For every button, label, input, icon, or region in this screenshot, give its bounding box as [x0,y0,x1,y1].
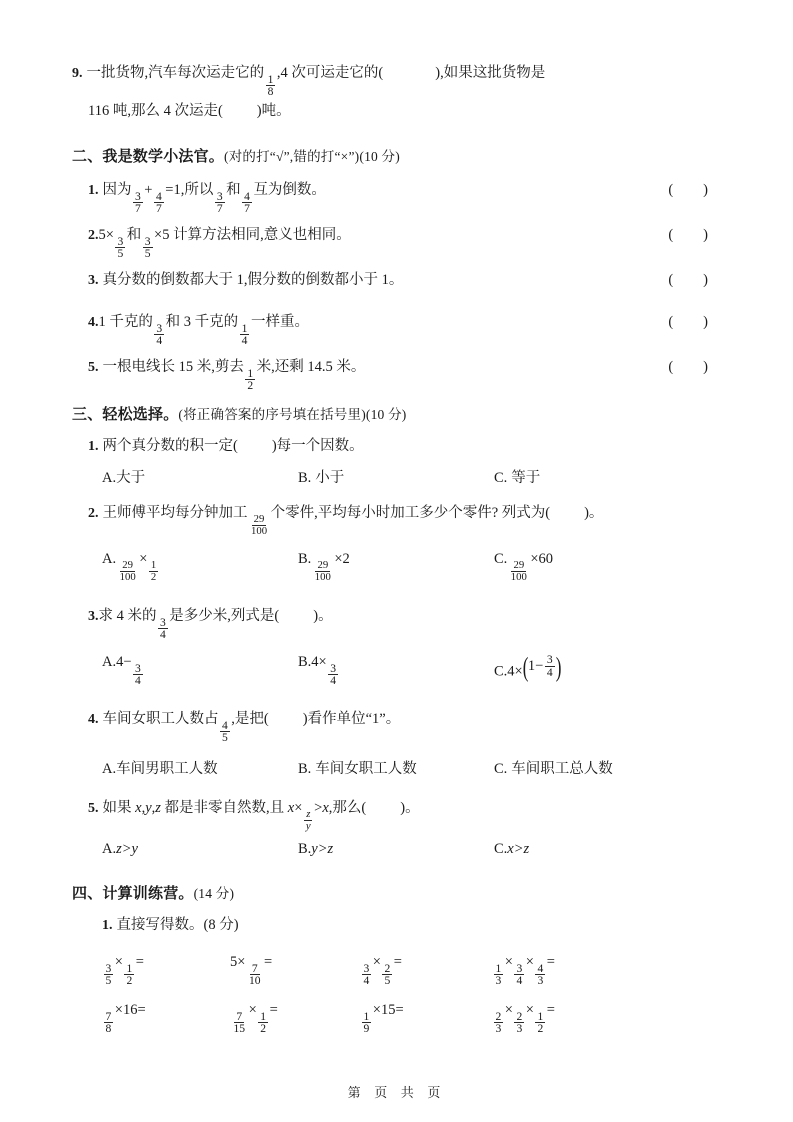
choice-3-stem-fraction: $\frac{3}{4}$ [160,615,166,642]
section-judge-heading [72,150,722,183]
judge-item-3-text: 真分数的倒数都大于 1,假分数的倒数都小于 1。 [102,272,404,288]
choice-item-4-options [102,757,722,801]
choice-4-option-b[interactable]: B. 车间女职工人数 [298,761,417,777]
section-judge-title: 二、我是数学小法官。 [72,149,225,165]
section-judge-note: (对的打“√”,错的打“×”)(10 分) [224,149,400,164]
calc-expr-1-2[interactable]: 5× $\frac{7}{10}$ = [230,954,273,988]
choice-1-option-c[interactable]: C. 等于 [494,470,541,486]
calc-1-4-f2: $\frac{3}{4}$ [516,961,523,988]
judge-item-1-number: 1. [88,183,99,198]
question-9-line2-text-b: )吨。 [256,103,291,119]
choice-4-stem-fraction: $\frac{4}{5}$ [222,718,228,745]
calc-2-4-f2: $\frac{2}{3}$ [516,1009,523,1036]
judge-1-frac-4: $\frac{4}{7}$ [244,189,250,216]
question-9-text-b: ,4 次可运走它的( [276,65,384,81]
choice-2b-frac: $\frac{29}{100}$ [314,558,331,583]
calc-sub1-heading [102,918,722,954]
choice-item-5-number: 5. [88,801,99,816]
calc-sub1-number: 1. [102,918,113,933]
judge-5-frac-1: $\frac{1}{2}$ [247,366,254,393]
judge-4-frac-2: $\frac{1}{4}$ [241,321,248,348]
choice-4-stem-a: 车间女职工人数占 [102,711,219,727]
judge-item-1: 1. 因为 $\frac{3}{7}$ + $\frac{4}{7}$ =1,所以 $\frac{3}{7}$ 和 $\frac{4}{7}$ 互为倒数。 ( ) [88,182,708,216]
choice-3b-frac: $\frac{3}{4}$ [330,661,337,688]
choice-3-option-a[interactable]: A.4− $\frac{3}{4}$ [102,654,141,688]
calc-2-2-f1: $\frac{7}{15}$ [233,1009,246,1036]
section-calc-heading [72,887,722,918]
question-9-line2-text-a: 116 吨,那么 4 次运走( [88,103,223,119]
choice-item-1-options [102,466,722,506]
calc-expr-1-1[interactable]: $\frac{3}{5}$ × $\frac{1}{2}$ = [105,954,144,988]
choice-2c-frac: $\frac{29}{100}$ [510,558,527,583]
choice-2-stem-b: 个零件,平均每小时加工多少个零件? 列式为( [270,505,551,521]
judge-1-frac-2: $\frac{4}{7}$ [155,189,162,216]
choice-1-option-a[interactable]: A.大于 [102,470,146,486]
choice-3a-frac: $\frac{3}{4}$ [135,661,141,688]
calc-1-4-f1: $\frac{1}{3}$ [495,961,502,988]
calc-1-3-f1: $\frac{3}{4}$ [363,961,370,988]
choice-2-stem-fraction: $\frac{29}{100}$ [251,512,268,537]
judge-4-frac-1: $\frac{3}{4}$ [156,321,163,348]
choice-3-stem-a: 求 4 米的 [98,608,157,624]
question-9-line-1 [72,66,722,104]
judge-1-frac-3: $\frac{3}{7}$ [216,189,223,216]
choice-item-1-number: 1. [88,439,99,454]
judge-item-2-answer-box[interactable]: ( ) [668,227,708,243]
choice-5-option-b[interactable]: B.y>z [298,841,334,857]
choice-item-3-options [102,650,722,712]
question-9-number: 9. [72,66,83,81]
choice-4-option-a[interactable]: A.车间男职工人数 [102,761,218,777]
choice-2a-frac: $\frac{29}{100}$ [119,558,136,583]
choice-2-option-a[interactable]: A. $\frac{29}{100}$ × $\frac{1}{2}$ [102,551,157,583]
calc-row-2 [102,1002,722,1050]
choice-2-option-c[interactable]: C. $\frac{29}{100}$ ×60 [494,551,554,583]
choice-2-stem-a: 王师傅平均每分钟加工 [102,505,248,521]
choice-item-3-stem [88,609,722,654]
choice-2-stem-c: )。 [584,505,604,521]
section-choice-note: (将正确答案的序号填在括号里)(10 分) [178,407,407,422]
judge-2-frac-1: $\frac{3}{5}$ [117,234,124,261]
judge-item-4: 4.1 千克的 $\frac{3}{4}$ 和 3 千克的 $\frac{1}{4}$ 一样重。 ( ) [88,314,708,348]
choice-1-stem-a: 两个真分数的积一定( [102,438,238,454]
calc-expr-1-4[interactable]: $\frac{1}{3}$ × $\frac{3}{4}$ × $\frac{4}{3}$ = [495,954,555,988]
section-choice-heading [72,408,722,439]
calc-1-1-f1: $\frac{3}{5}$ [105,961,112,988]
judge-item-5: 5. 一根电线长 15 米,剪去 $\frac{1}{2}$ 米,还剩 14.5 米。 ( ) [88,359,708,393]
choice-item-4-stem [88,712,722,757]
judge-item-4-answer-box[interactable]: ( ) [668,314,708,330]
choice-item-2-number: 2. [88,506,99,521]
judge-item-5-number: 5. [88,360,99,375]
judge-item-3-number: 3. [88,273,99,288]
calc-2-4-f3: $\frac{1}{2}$ [537,1009,544,1036]
judge-item-3 [88,273,722,315]
judge-item-3-answer-box[interactable]: ( ) [668,272,708,288]
judge-item-2-number: 2. [88,228,99,243]
section-choice-title: 三、轻松选择。 [72,407,179,423]
calc-1-2-f2: $\frac{7}{10}$ [248,961,261,988]
choice-5-option-a[interactable]: A.z>y [102,841,138,857]
choice-3-option-c[interactable]: C.4× ( 1− $\frac{3}{4}$ ) [494,650,562,682]
section-calc-note: (14 分) [193,886,235,901]
calc-1-1-f2: $\frac{1}{2}$ [126,961,133,988]
choice-4-option-c[interactable]: C. 车间职工总人数 [494,761,613,777]
calc-2-2-f2: $\frac{1}{2}$ [260,1009,267,1036]
calc-expr-1-3[interactable]: $\frac{3}{4}$ × $\frac{2}{5}$ = [363,954,402,988]
choice-item-1-stem [88,439,722,466]
judge-item-4-number: 4. [88,315,99,330]
judge-item-2: 2.5× $\frac{3}{5}$ 和 $\frac{3}{5}$ ×5 计算方法相同,意义也相同。 ( ) [88,227,708,261]
calc-2-1-f1: $\frac{7}{8}$ [105,1009,112,1036]
choice-5-option-c[interactable]: C.x>z [494,841,530,857]
choice-5-stem-fraction: $\frac{z}{y}$ [305,807,311,832]
worksheet-content [72,66,722,1050]
calc-expr-2-1[interactable]: $\frac{7}{8}$ ×16= [105,1002,146,1036]
calc-sub1-note: (8 分) [203,917,239,933]
choice-3-stem-c: )。 [313,608,333,624]
judge-1-frac-1: $\frac{3}{7}$ [135,189,141,216]
choice-item-2-options [102,551,722,609]
calc-2-4-f1: $\frac{2}{3}$ [495,1009,502,1036]
choice-1-stem-b: )每一个因数。 [271,438,364,454]
calc-2-3-f1: $\frac{1}{9}$ [363,1009,370,1036]
choice-2-option-b[interactable]: B. $\frac{29}{100}$ ×2 [298,551,350,583]
choice-item-4-number: 4. [88,712,99,727]
choice-2a-frac-2: $\frac{1}{2}$ [150,558,157,583]
calc-expr-2-2[interactable]: $\frac{7}{15}$ × $\frac{1}{2}$ = [233,1002,278,1036]
calc-sub1-title: 直接写得数。 [116,917,204,933]
paren-left: ( [522,650,529,682]
calc-row-1 [102,954,722,1002]
choice-4-stem-c: )看作单位“1”。 [302,711,401,727]
choice-1-option-b[interactable]: B. 小于 [298,470,345,486]
choice-3-stem-b: 是多少米,列式是( [169,608,280,624]
calc-1-4-f3: $\frac{4}{3}$ [537,961,544,988]
paren-right: ) [555,650,562,682]
calc-1-3-f2: $\frac{2}{5}$ [384,961,391,988]
choice-3c-frac: $\frac{3}{4}$ [546,653,553,679]
section-calc-title: 四、计算训练营。 [72,886,194,902]
choice-4-stem-b: ,是把( [231,711,269,727]
question-9-text-c: ),如果这批货物是 [435,65,546,81]
judge-2-frac-2: $\frac{3}{5}$ [144,234,151,261]
question-9-text-a: 一批货物,汽车每次运走它的 [86,65,265,81]
choice-item-3-number: 3. [88,609,99,624]
choice-item-5-options [102,841,722,887]
choice-item-5-stem: 5. 如果 x,y,z 都是非零自然数,且 x× $\frac{z}{y}$ >x,那么( )。 [88,800,420,832]
question-9-fraction: $\frac{1}{8}$ [267,72,274,99]
choice-3c-group: ( 1− $\frac{3}{4}$ ) [522,650,562,682]
judge-item-5-answer-box[interactable]: ( ) [668,359,708,375]
choice-3-option-b[interactable]: B.4× $\frac{3}{4}$ [298,654,337,688]
page-footer: 第 页 共 页 [347,1085,446,1100]
calc-expr-2-4[interactable]: $\frac{2}{3}$ × $\frac{2}{3}$ × $\frac{1}{2}$ = [495,1002,555,1036]
calc-expr-2-3[interactable]: $\frac{1}{9}$ ×15= [363,1002,404,1036]
question-9-line-2 [88,104,722,150]
judge-item-1-answer-box[interactable]: ( ) [668,182,708,198]
choice-item-2-stem [88,506,722,551]
